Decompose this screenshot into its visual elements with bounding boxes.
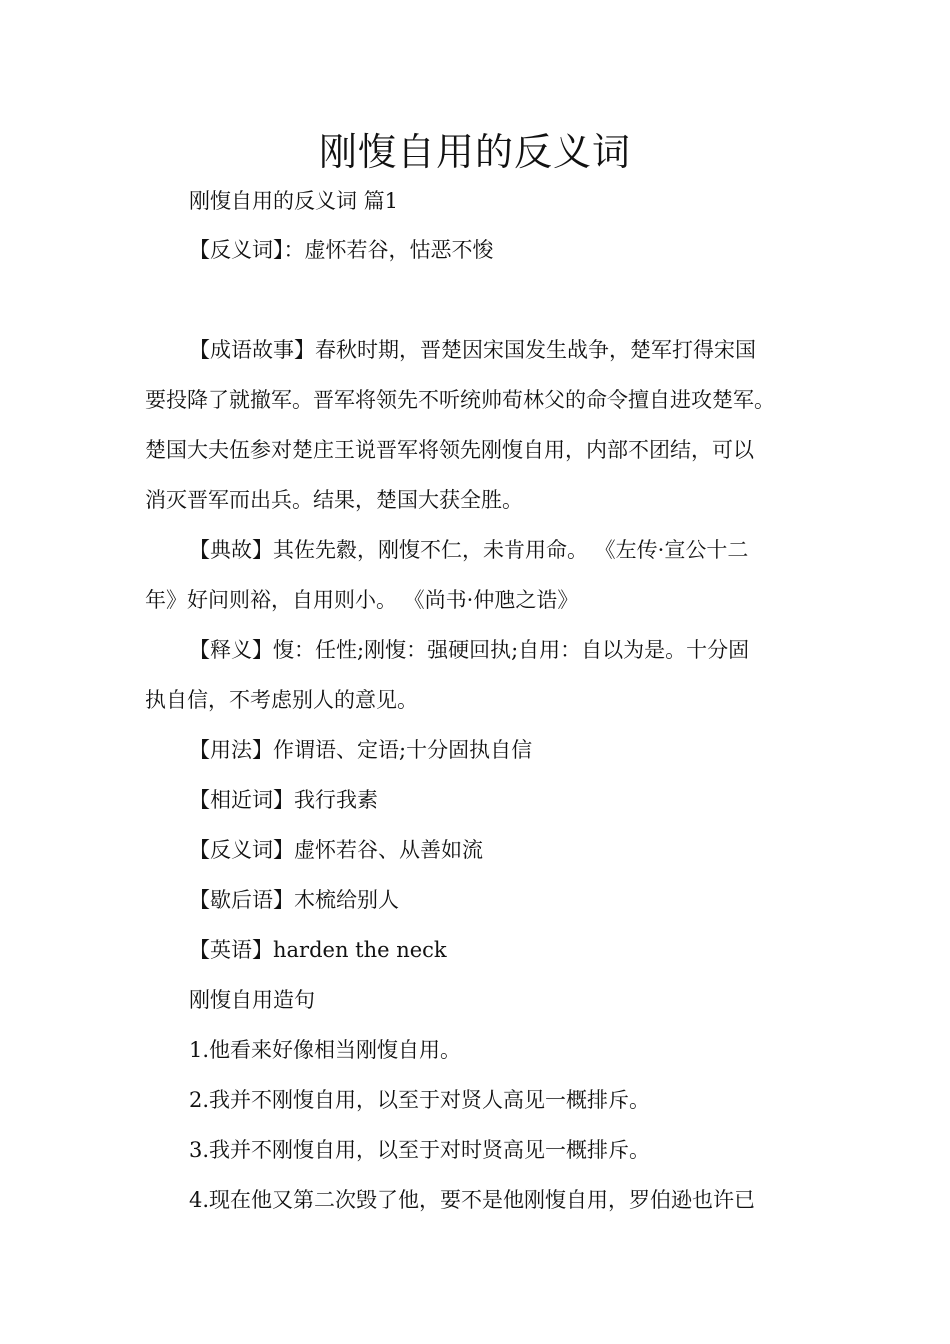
list-item: 3.我并不刚愎自用，以至于对时贤高见一概排斥。 — [189, 1138, 651, 1162]
paragraph-line: 【用法】作谓语、定语;十分固执自信 — [189, 738, 533, 762]
paragraph-line: 【典故】其佐先縠，刚愎不仁，未肯用命。 《左传·宣公十二 — [189, 538, 749, 562]
list-item: 4.现在他又第二次毁了他，要不是他刚愎自用，罗伯逊也许已 — [189, 1188, 756, 1212]
paragraph-line: 消灭晋军而出兵。结果，楚国大获全胜。 — [145, 488, 523, 512]
paragraph-line: 执自信，不考虑别人的意见。 — [145, 688, 418, 712]
paragraph-line: 年》好问则裕，自用则小。 《尚书·仲虺之诰》 — [145, 588, 579, 612]
paragraph-line: 【相近词】我行我素 — [189, 788, 378, 812]
paragraph-line: 【释义】愎：任性;刚愎：强硬回执;自用：自以为是。十分固 — [189, 638, 750, 662]
section-heading: 刚愎自用的反义词 篇1 — [189, 189, 399, 213]
paragraph-line: 【英语】harden the neck — [189, 938, 447, 962]
paragraph-line: 【成语故事】春秋时期，晋楚因宋国发生战争，楚军打得宋国 — [189, 338, 756, 362]
list-item: 2.我并不刚愎自用，以至于对贤人高见一概排斥。 — [189, 1088, 651, 1112]
paragraph-line: 【歇后语】木梳给别人 — [189, 888, 399, 912]
list-item: 1.他看来好像相当刚愎自用。 — [189, 1038, 462, 1062]
paragraph-line: 楚国大夫伍参对楚庄王说晋军将领先刚愎自用，内部不团结，可以 — [145, 438, 754, 462]
paragraph-line: 【反义词】：虚怀若谷，怙恶不悛 — [189, 238, 494, 262]
paragraph-line: 要投降了就撤军。晋军将领先不听统帅荀林父的命令擅自进攻楚军。 — [145, 388, 775, 412]
document-title: 刚愎自用的反义词 — [318, 130, 631, 174]
section-heading: 刚愎自用造句 — [189, 988, 315, 1012]
paragraph-line: 【反义词】虚怀若谷、从善如流 — [189, 838, 483, 862]
